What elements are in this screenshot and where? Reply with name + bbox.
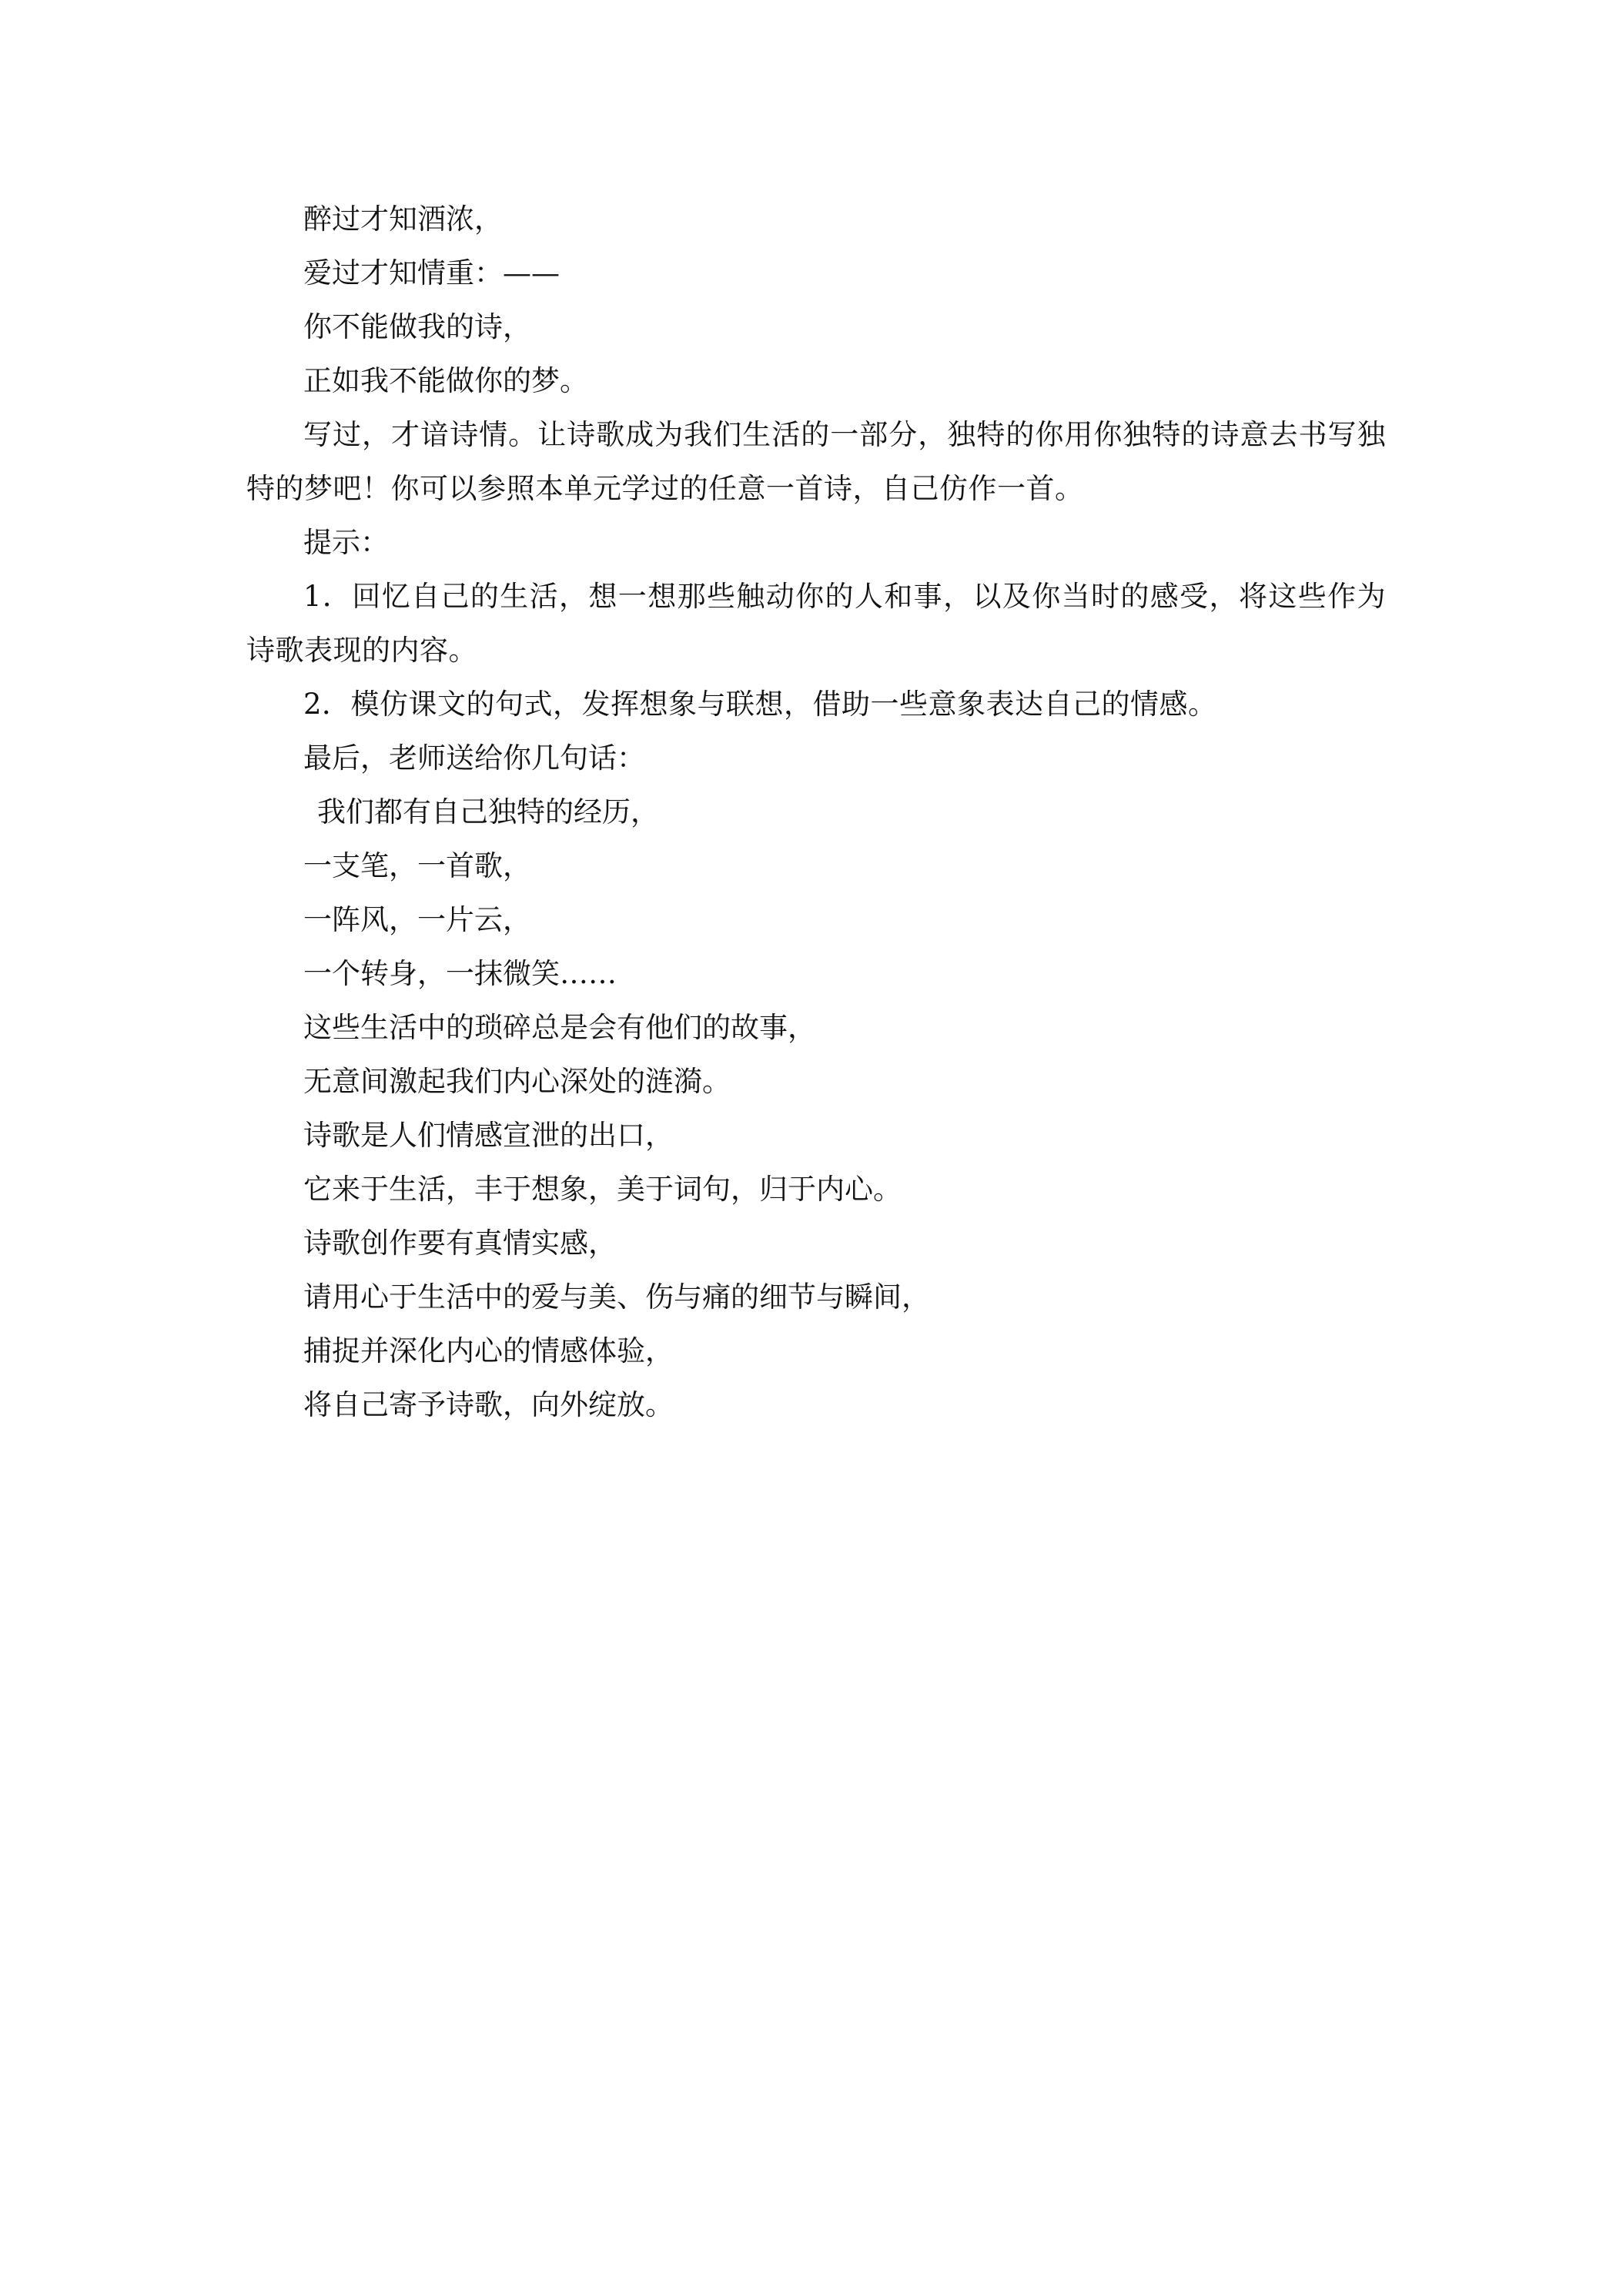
poem-line: 你不能做我的诗，: [303, 310, 531, 343]
teacher-words-line: 一个转身，一抹微笑……: [303, 957, 617, 990]
poem-line: 醉过才知酒浓，: [303, 202, 503, 236]
teacher-words-line: 它来于生活，丰于想象，美于词句，归于内心。: [303, 1173, 902, 1206]
teacher-words-line: 一支笔，一首歌，: [303, 849, 531, 882]
teacher-words-line: 我们都有自己独特的经历，: [317, 795, 659, 828]
teacher-words-line: 请用心于生活中的爱与美、伤与痛的细节与瞬间，: [303, 1280, 930, 1314]
teacher-words-line: 无意间激起我们内心深处的涟漪。: [303, 1065, 731, 1098]
tips-heading: 提示：: [303, 526, 389, 559]
teacher-words-line: 诗歌是人们情感宣泄的出口，: [303, 1119, 674, 1152]
teacher-words-line: 一阵风，一片云，: [303, 903, 531, 936]
teacher-words-line: 捕捉并深化内心的情感体验，: [303, 1334, 674, 1367]
tip-item: 1．回忆自己的生活，想一想那些触动你的人和事，以及你当时的感受，将这些作为诗歌表现的内容。: [246, 580, 1386, 667]
document-body: [246, 192, 1386, 1432]
poem-line: 正如我不能做你的梦。: [303, 364, 588, 397]
closing-intro: 最后，老师送给你几句话：: [303, 741, 645, 775]
teacher-words-line: 诗歌创作要有真情实感，: [303, 1227, 617, 1260]
intro-paragraph: 写过，才谙诗情。让诗歌成为我们生活的一部分，独特的你用你独特的诗意去书写独特的梦吧！你可以参照本单元学过的任意一首诗，自己仿作一首。: [246, 418, 1386, 505]
tip-item: 2．模仿课文的句式，发挥想象与联想，借助一些意象表达自己的情感。: [303, 688, 1217, 721]
teacher-words-line: 将自己寄予诗歌，向外绽放。: [303, 1388, 674, 1421]
poem-line: 爱过才知情重：——: [303, 256, 560, 290]
teacher-words-line: 这些生活中的琐碎总是会有他们的故事，: [303, 1011, 816, 1044]
